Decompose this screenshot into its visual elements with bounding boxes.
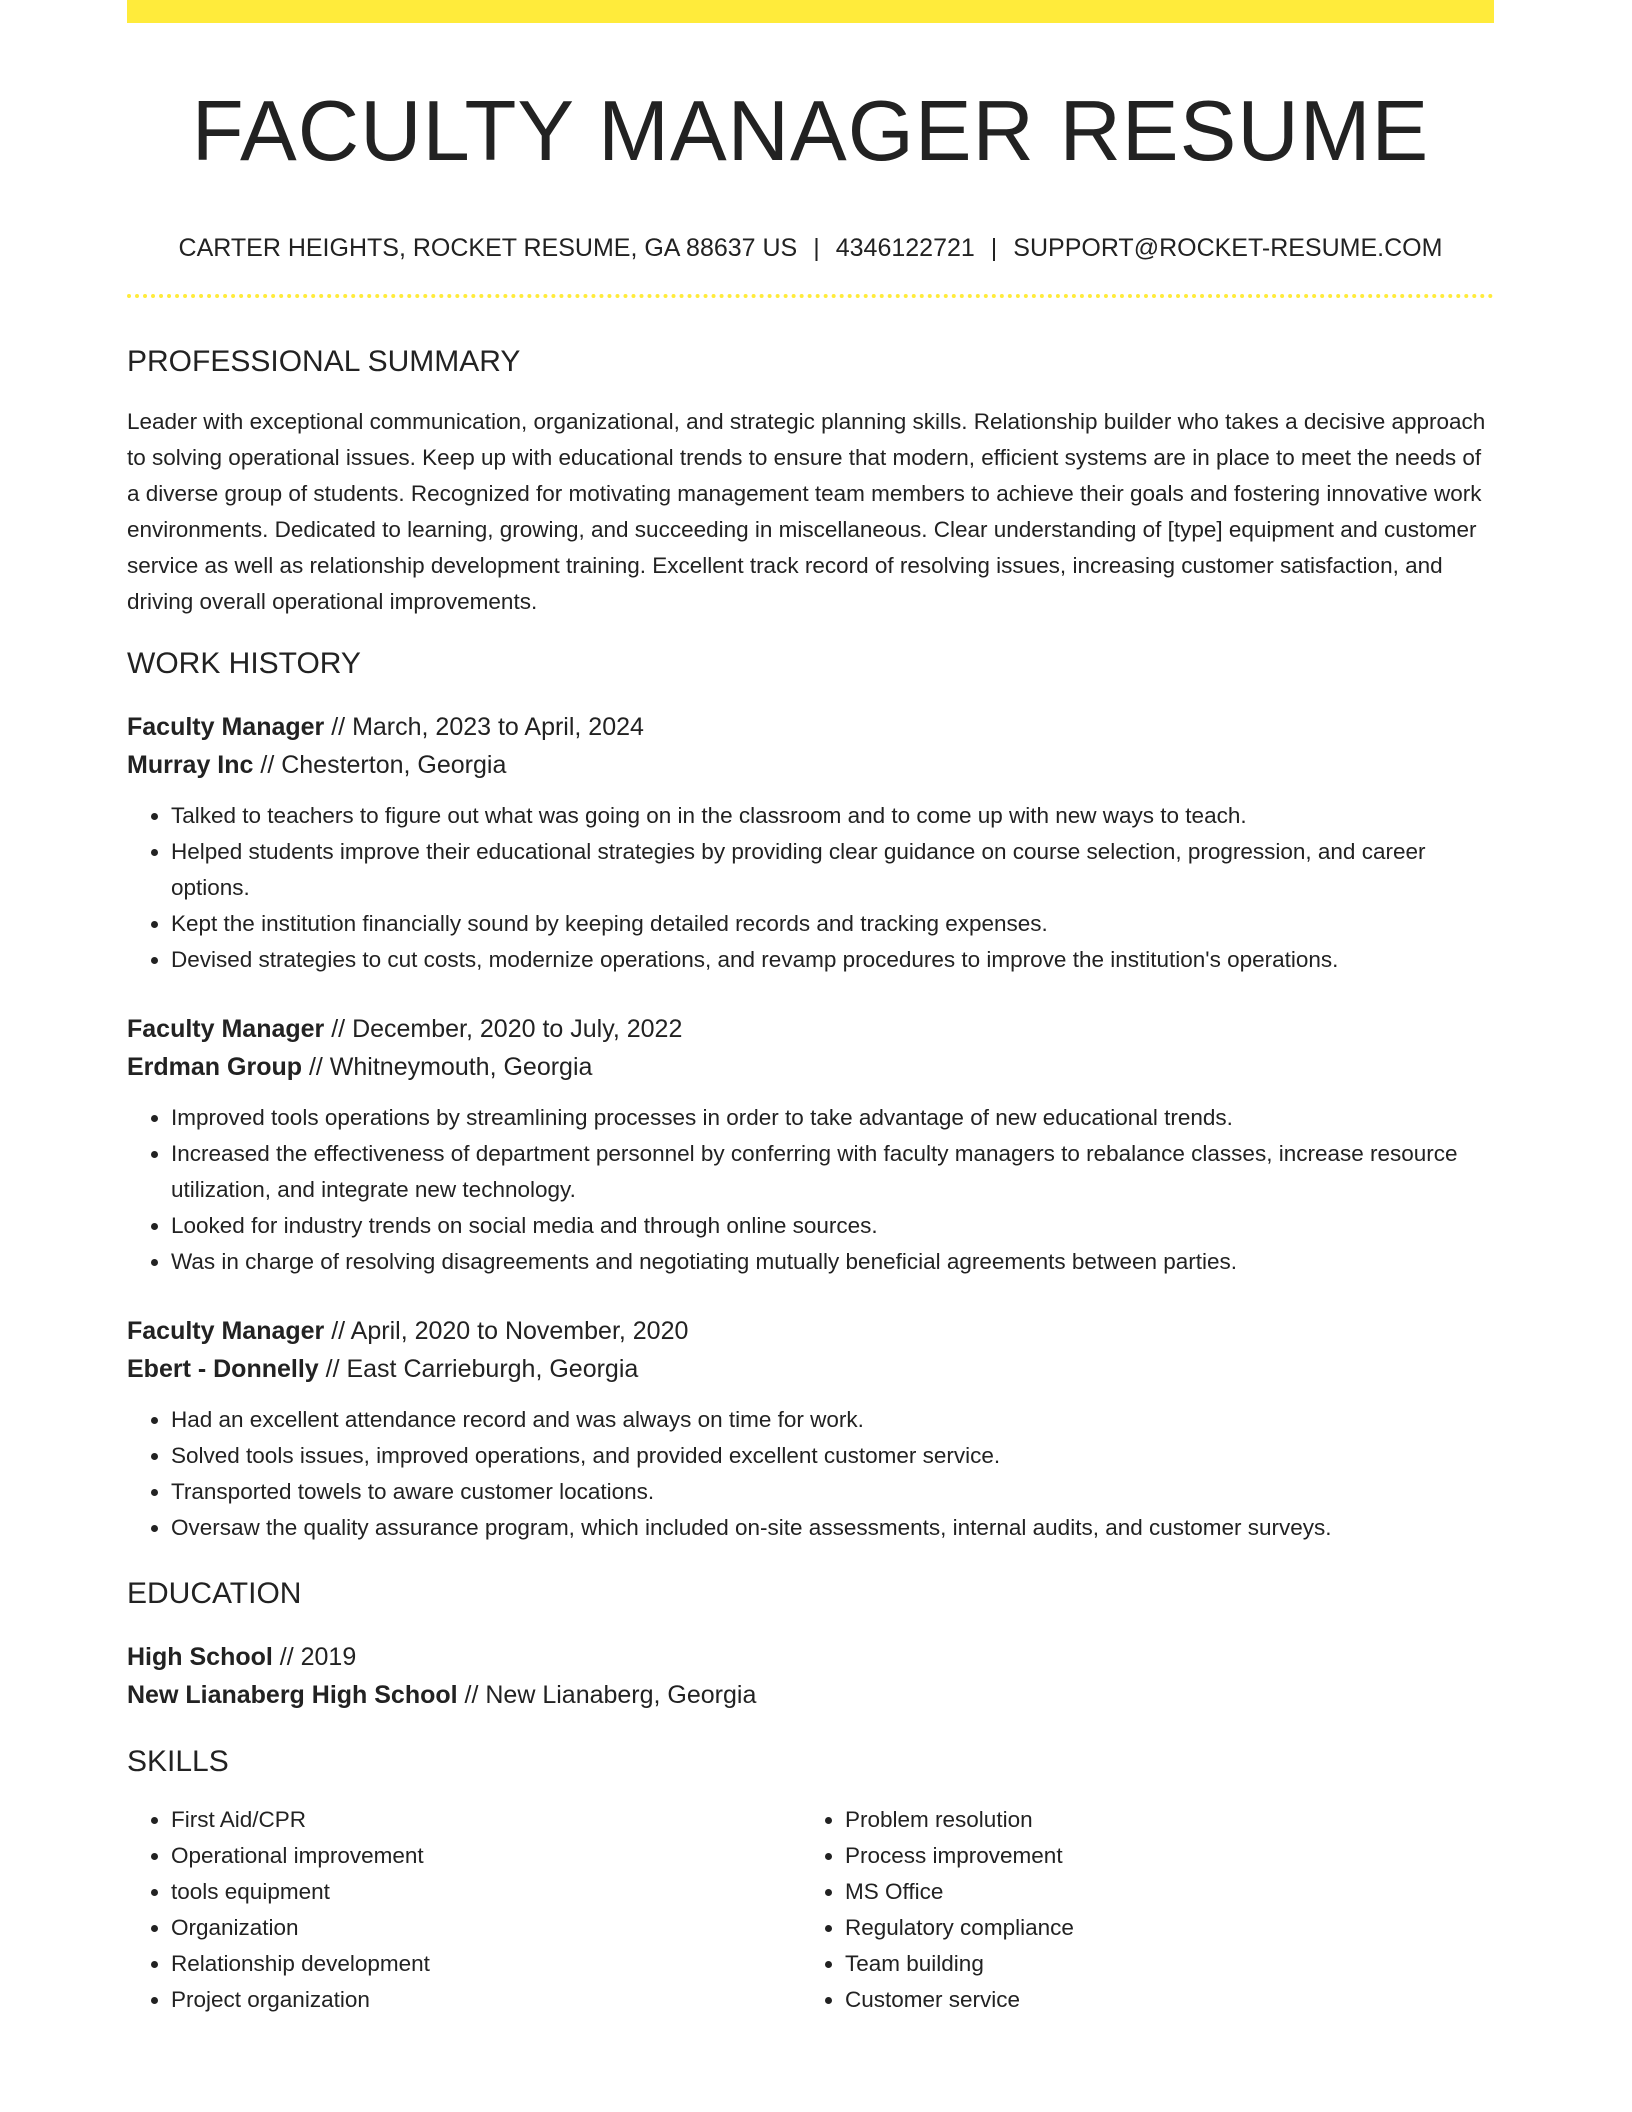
job-company-line — [127, 746, 1494, 784]
job-location: // East Carrieburgh, Georgia — [318, 1355, 639, 1383]
education-location: // New Lianaberg, Georgia — [457, 1681, 757, 1709]
job-company-line — [127, 1350, 1494, 1388]
education-school: New Lianaberg High School — [127, 1681, 458, 1709]
list-item: • Process improvement — [845, 1838, 1475, 1874]
job-bullets — [127, 798, 1494, 978]
job-company-line — [127, 1048, 1494, 1086]
job-bullets — [127, 1402, 1494, 1546]
list-item: • Project organization — [171, 1982, 801, 2018]
list-item: • Talked to teachers to figure out what was going on in the classroom and to come up with new ways to teach. — [171, 798, 1494, 834]
section-heading-education: EDUCATION — [127, 1577, 302, 1610]
list-item: • Helped students improve their educational strategies by providing clear guidance on course selection, progression, and career options. — [171, 834, 1494, 906]
list-item: • Looked for industry trends on social media and through online sources. — [171, 1208, 1494, 1244]
skills-column-right — [801, 1802, 1475, 2018]
resume-page — [127, 0, 1494, 2018]
section-heading-summary: PROFESSIONAL SUMMARY — [127, 345, 521, 378]
dotted-divider — [127, 294, 1494, 298]
list-item: • Was in charge of resolving disagreements and negotiating mutually beneficial agreements between parties. — [171, 1244, 1494, 1280]
resume-title: FACULTY MANAGER RESUME — [191, 84, 1430, 179]
job-location: // Whitneymouth, Georgia — [302, 1053, 593, 1081]
job-location: // Chesterton, Georgia — [253, 751, 507, 779]
list-item: • Oversaw the quality assurance program, which included on-site assessments, internal audits, and customer surveys. — [171, 1510, 1494, 1546]
list-item: • Regulatory compliance — [845, 1910, 1475, 1946]
job-title: Faculty Manager — [127, 713, 325, 741]
list-item: • Kept the institution financially sound by keeping detailed records and tracking expenses. — [171, 906, 1494, 942]
list-item: • Operational improvement — [171, 1838, 801, 1874]
summary-text: Leader with exceptional communication, organizational, and strategic planning skills. Relationship builder who takes a decisive approach to solving operational issues. Keep up with educational trends to ensure that modern, efficient systems are in place to meet the needs of a diverse group of students. Recognized for motivating management team members to achieve their goals and fostering innovative work environments. Dedicated to learning, growing, and succeeding in miscellaneous. Clear understanding of [type] equipment and customer service as well as relationship development training. Excellent track record of resolving issues, increasing customer satisfaction, and driving overall operational improvements. — [127, 409, 1486, 614]
job-company: Murray Inc — [127, 751, 254, 779]
section-heading-skills: SKILLS — [127, 1745, 229, 1778]
job-dates: // December, 2020 to July, 2022 — [324, 1015, 683, 1043]
education-degree-line — [127, 1638, 1494, 1676]
list-item: • Customer service — [845, 1982, 1475, 2018]
job-title: Faculty Manager — [127, 1015, 325, 1043]
education-school-line — [127, 1676, 1494, 1714]
skills-list — [127, 1802, 1494, 2018]
job-company: Erdman Group — [127, 1053, 303, 1081]
list-item: • Problem resolution — [845, 1802, 1475, 1838]
contact-separator: | — [813, 234, 820, 262]
list-item: • Relationship development — [171, 1946, 801, 1982]
education-year: // 2019 — [272, 1643, 357, 1671]
contact-line — [127, 233, 1494, 263]
skills-column-left — [127, 1802, 801, 2018]
education-degree: High School — [127, 1643, 273, 1671]
list-item: • Had an excellent attendance record and was always on time for work. — [171, 1402, 1494, 1438]
contact-address: CARTER HEIGHTS, ROCKET RESUME, GA 88637 US — [178, 234, 798, 262]
list-item: • Team building — [845, 1946, 1475, 1982]
list-item: • Devised strategies to cut costs, modernize operations, and revamp procedures to improve the institution's operations. — [171, 942, 1494, 978]
list-item: • MS Office — [845, 1874, 1475, 1910]
list-item: • First Aid/CPR — [171, 1802, 801, 1838]
job-title-line — [127, 1010, 1494, 1048]
job-entry — [127, 708, 1494, 978]
job-dates: // March, 2023 to April, 2024 — [324, 713, 644, 741]
list-item: • tools equipment — [171, 1874, 801, 1910]
top-accent-bar — [127, 0, 1494, 23]
list-item: • Organization — [171, 1910, 801, 1946]
list-item: • Solved tools issues, improved operations, and provided excellent customer service. — [171, 1438, 1494, 1474]
job-entry — [127, 1312, 1494, 1546]
contact-phone: 4346122721 — [835, 234, 975, 262]
job-title: Faculty Manager — [127, 1317, 325, 1345]
job-bullets — [127, 1100, 1494, 1280]
job-dates: // April, 2020 to November, 2020 — [324, 1317, 689, 1345]
job-company: Ebert - Donnelly — [127, 1355, 319, 1383]
job-entry — [127, 1010, 1494, 1280]
list-item: • Transported towels to aware customer locations. — [171, 1474, 1494, 1510]
list-item: • Increased the effectiveness of department personnel by conferring with faculty managers to rebalance classes, increase resource utilization, and integrate new technology. — [171, 1136, 1494, 1208]
contact-separator: | — [990, 234, 998, 262]
job-title-line — [127, 1312, 1494, 1350]
list-item: • Improved tools operations by streamlining processes in order to take advantage of new educational trends. — [171, 1100, 1494, 1136]
section-heading-work-history: WORK HISTORY — [127, 647, 361, 680]
contact-email: SUPPORT@ROCKET-RESUME.COM — [1013, 234, 1443, 262]
education-entry — [127, 1638, 1494, 1714]
job-title-line — [127, 708, 1494, 746]
